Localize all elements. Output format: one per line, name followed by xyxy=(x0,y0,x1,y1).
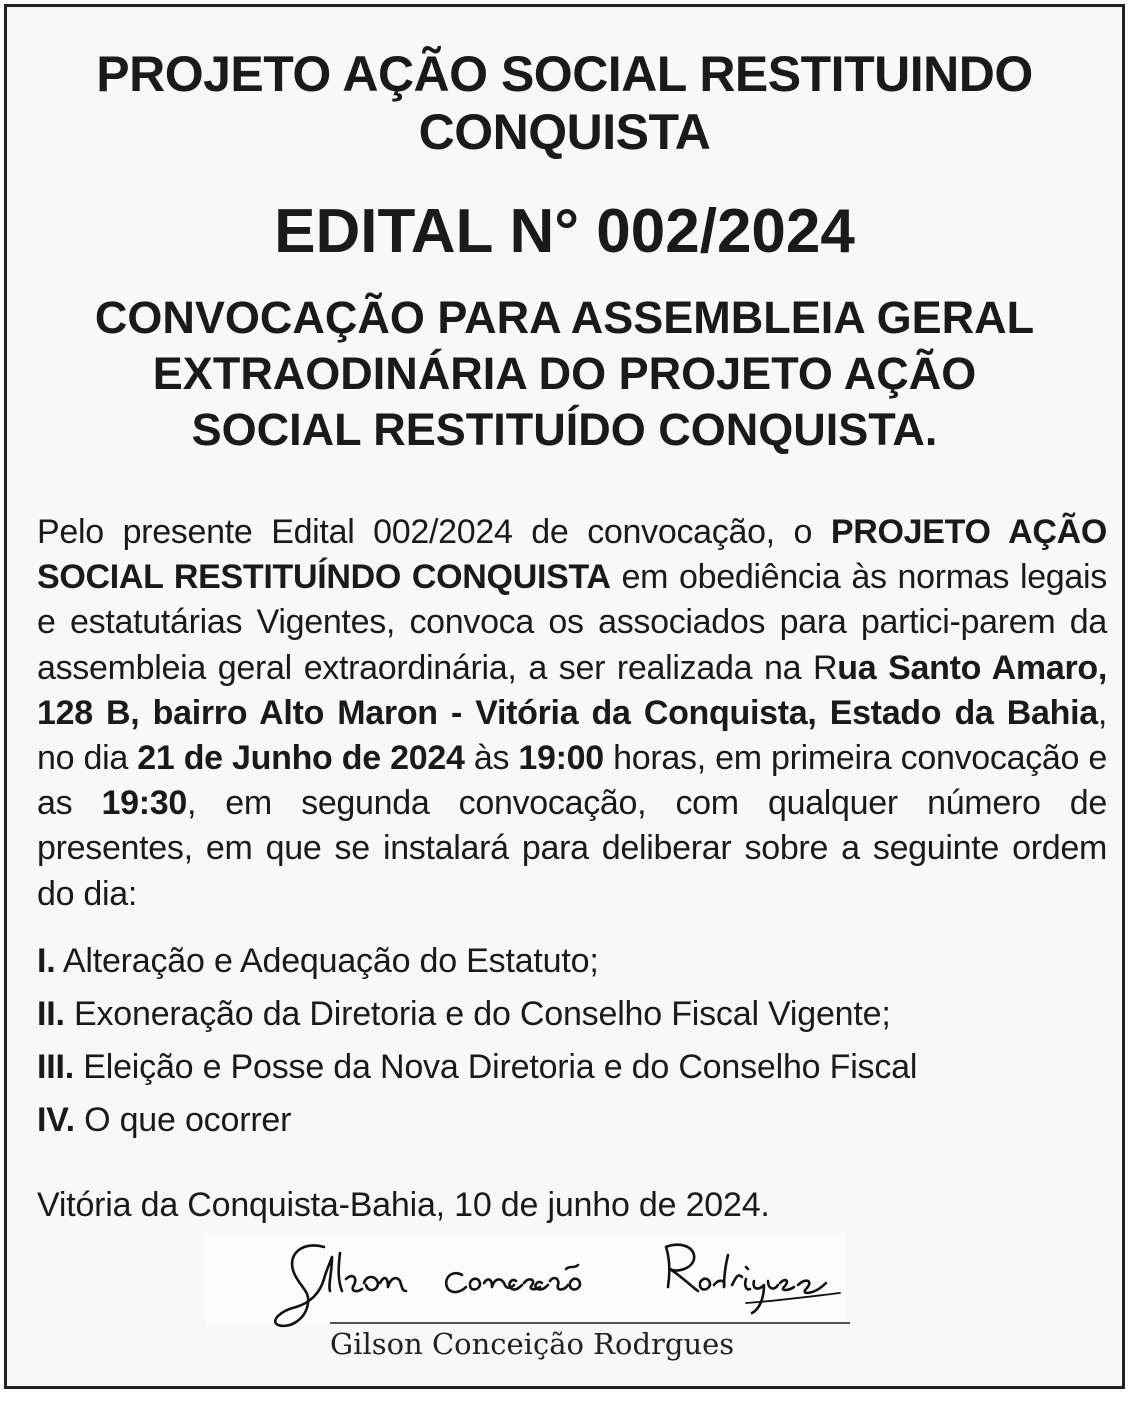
address-bold: ua Santo Amaro, 128 B, bairro Alto Maron - Vitória da Conquista, Estado da Bahia xyxy=(37,648,1107,732)
handwritten-signature xyxy=(266,1233,856,1333)
agenda-number: IV. xyxy=(37,1101,75,1139)
org-title-line-2: CONQUISTA xyxy=(418,104,711,160)
subtitle-line-1: CONVOCAÇÃO PARA ASSEMBLEIA GERAL xyxy=(94,292,1035,343)
agenda-list xyxy=(37,935,917,1147)
body-text-5: horas, em primeira convocação e as xyxy=(37,739,1107,823)
agenda-text: Eleição e Posse da Nova Diretoria e do Conselho Fiscal xyxy=(74,1048,918,1086)
agenda-item xyxy=(37,1094,917,1147)
agenda-number: II. xyxy=(37,995,65,1033)
meeting-date: 21 de Junho de 2024 xyxy=(137,739,465,778)
agenda-item xyxy=(37,935,917,988)
org-name-bold: PROJETO AÇÃO SOCIAL RESTITUÍNDO CONQUISTA xyxy=(37,513,1107,597)
agenda-number: I. xyxy=(37,942,56,980)
subtitle-line-2: EXTRAODINÁRIA DO PROJETO AÇÃO xyxy=(152,348,977,399)
body-text-6: , em segunda convocação, com qualquer número de presentes, em que se instalará para deliberar sobre a seguinte ordem do dia: xyxy=(37,784,1107,913)
agenda-item xyxy=(37,988,917,1041)
agenda-text: Alteração e Adequação do Estatuto; xyxy=(55,942,599,980)
body-text-4: às xyxy=(464,739,519,778)
body-text-2: em obediência às normas legais e estatutárias Vigentes, convoca os associados para partici-parem da assembleia geral extraordinária, a ser realizada na R xyxy=(37,558,1107,687)
subtitle-line-3: SOCIAL RESTITUÍDO CONQUISTA. xyxy=(191,404,938,455)
organization-title xyxy=(7,45,1122,161)
agenda-text: Exoneração da Diretoria e do Conselho Fiscal Vigente; xyxy=(64,995,891,1033)
signature-line xyxy=(330,1322,850,1324)
edital-number: EDITAL N° 002/2024 xyxy=(274,197,855,266)
convocation-body xyxy=(37,510,1107,917)
signatory-name: Gilson Conceição Rodrgues xyxy=(330,1327,735,1361)
body-text-3: , no dia xyxy=(37,693,1107,778)
first-call-time: 19:00 xyxy=(518,739,604,778)
body-text-1: Pelo presente Edital 002/2024 de convocação, o xyxy=(37,513,831,551)
second-call-time: 19:30 xyxy=(101,784,187,823)
org-title-line-1: PROJETO AÇÃO SOCIAL RESTITUINDO xyxy=(96,46,1033,102)
notice-frame xyxy=(4,4,1125,1389)
agenda-item xyxy=(37,1041,917,1094)
convocation-subtitle xyxy=(7,290,1122,458)
place-and-date: Vitória da Conquista-Bahia, 10 de junho de 2024. xyxy=(37,1186,770,1224)
agenda-number: III. xyxy=(37,1048,74,1086)
agenda-text: O que ocorrer xyxy=(74,1101,292,1139)
